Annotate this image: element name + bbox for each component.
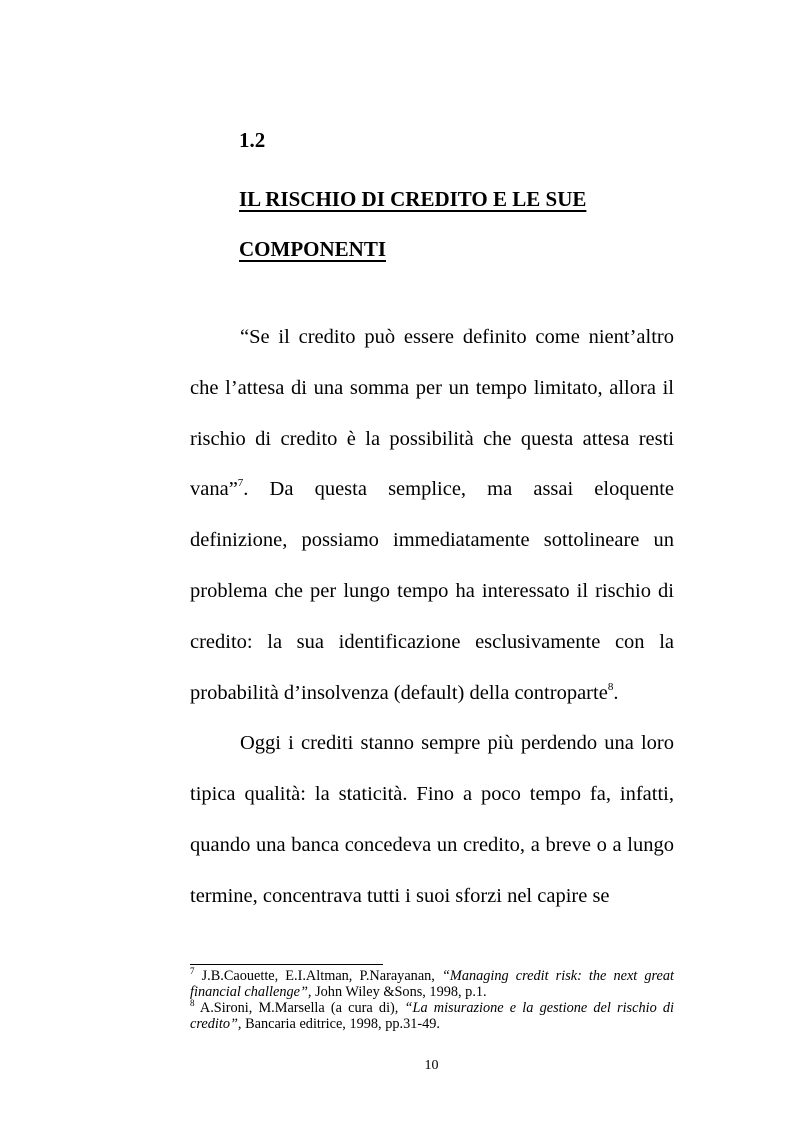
paragraph-2: Oggi i crediti stanno sempre più perdendo una loro tipica qualità: la staticità. Fino a poco tempo fa, infatti, quando una banca concedeva un credito, a breve o a lungo termine, concentrava tutti i suoi sforzi nel capire se — [190, 732, 674, 907]
footnotes — [190, 968, 674, 1032]
paragraph-1-text-a: “Se il credito può essere definito come nient’altro che l’attesa di una somma per un tempo limitato, allora il rischio di credito è la possibilità che questa attesa resti vana” — [190, 326, 674, 501]
footnote-publisher: Bancaria editrice, 1998, pp.31-49. — [241, 1016, 441, 1032]
footnote-ref-8: 8 — [607, 680, 614, 693]
footnote-marker: 8 — [190, 998, 195, 1008]
footnote-ref-7: 7 — [237, 477, 244, 490]
page-number: 10 — [424, 1058, 439, 1073]
section-number: 1.2 — [239, 128, 266, 152]
body-text — [190, 312, 674, 922]
footnote-marker: 7 — [190, 966, 195, 976]
footnote-title: “La misurazione e la gestione del rischio di credito”, — [190, 1000, 674, 1032]
footnote-7 — [190, 968, 674, 1000]
footnote-title: “Managing credit risk: the next great financial challenge”, — [190, 968, 675, 1000]
section-title-line-2: COMPONENTI — [239, 237, 386, 261]
paragraph-1-text-c: . — [613, 681, 619, 704]
section-title-line-1: IL RISCHIO DI CREDITO E LE SUE — [239, 187, 587, 211]
footnote-8 — [190, 1000, 674, 1032]
section-title — [239, 174, 659, 274]
footnote-separator — [190, 964, 383, 965]
footnote-authors: J.B.Caouette, E.I.Altman, P.Narayanan, — [194, 968, 442, 984]
footnote-publisher: John Wiley &Sons, 1998, p.1. — [311, 984, 487, 1000]
paragraph-1-text-b: . Da questa semplice, ma assai eloquente definizione, possiamo immediatamente sottolineare un problema che per lungo tempo ha interessato il rischio di credito: la sua identificazione esclusivamente con la probabilità d’insolvenza (default) della controparte — [190, 478, 674, 704]
paragraph-1 — [190, 312, 674, 718]
footnote-authors: A.Sironi, M.Marsella (a cura di), — [194, 1000, 405, 1016]
